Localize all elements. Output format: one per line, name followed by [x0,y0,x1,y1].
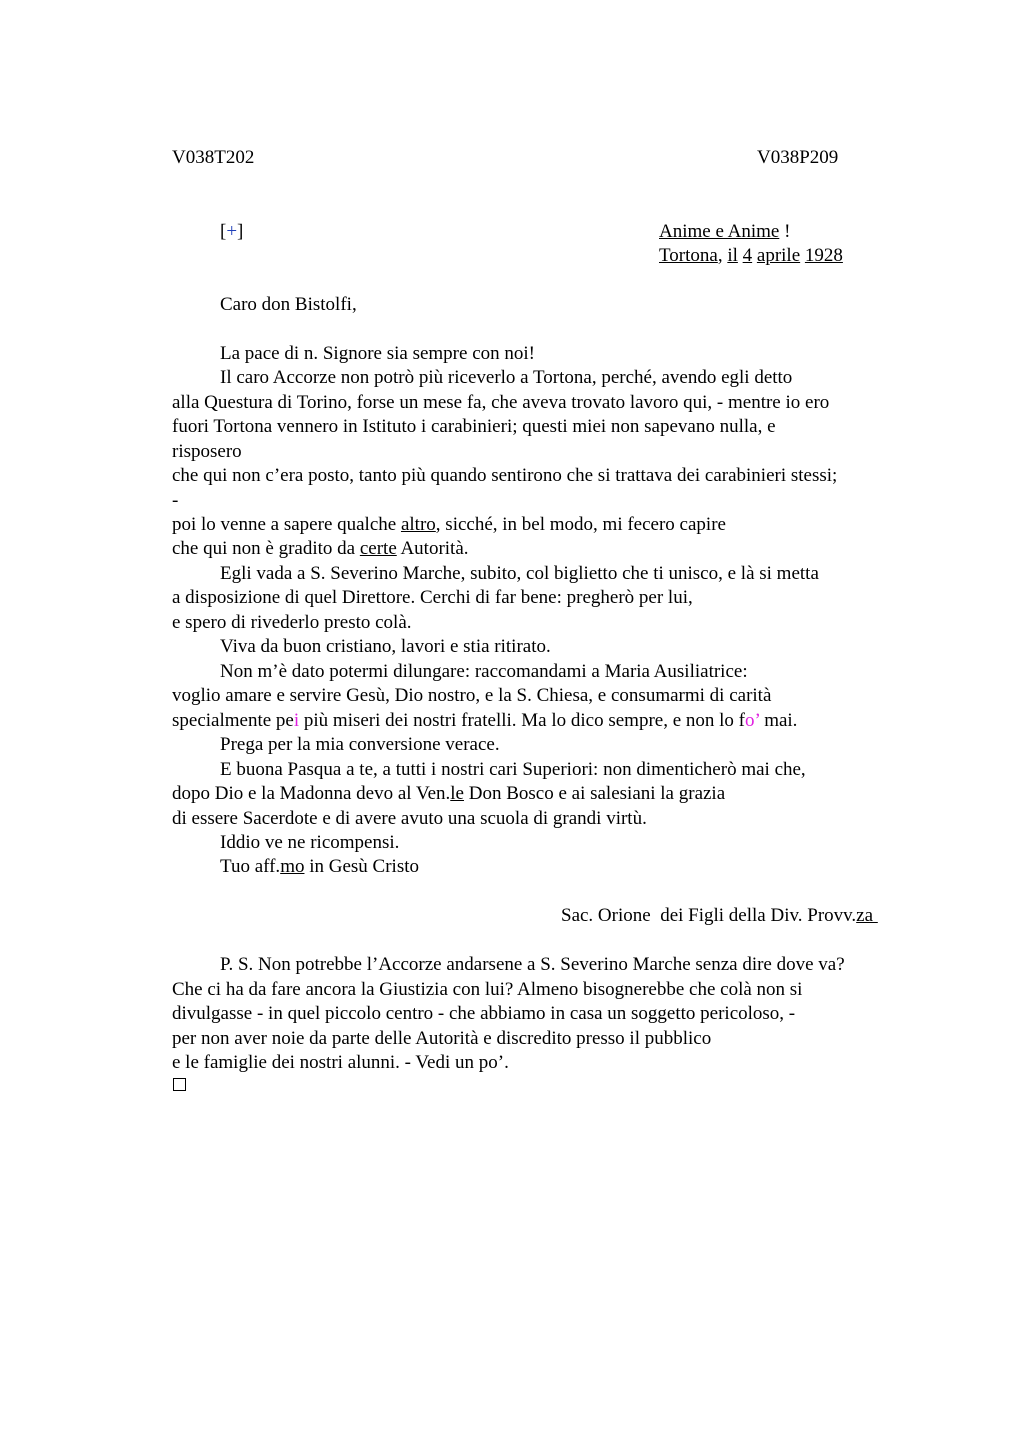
highlighted-correction: i [293,710,300,731]
body-line: Il caro Accorze non potrò più riceverlo a Tortona, perché, avendo egli detto [220,367,793,388]
date-month: aprile [756,245,801,266]
body-line: Iddio ve ne ricompensi. [220,832,400,853]
body-text: specialmente pe [172,710,294,731]
postscript-line: per non aver noie da parte delle Autorità e discredito presso il pubblico [172,1028,712,1049]
body-line [172,709,797,733]
cross-marker [220,220,243,244]
body-line: Egli vada a S. Severino Marche, subito, col biglietto che ti unisco, e là si metta [220,563,819,584]
salutation: Caro don Bistolfi, [220,294,357,315]
body-text: dopo Dio e la Madonna devo al Ven. [172,783,451,804]
body-line [172,782,725,806]
end-marker-box-icon [173,1078,186,1091]
body-text: più miseri dei nostri fratelli. Ma lo dico sempre, e non lo f [299,710,746,731]
body-line: a disposizione di quel Direttore. Cerchi di far bene: pregherò per lui, [172,587,693,608]
body-text: Autorità. [396,538,469,559]
body-text: Don Bosco e ai salesiani la grazia [463,783,726,804]
date-comma: , [717,245,728,266]
body-text: poi lo venne a sapere qualche [172,514,401,535]
underlined-word: altro [400,514,436,535]
letter-title-exclaim: ! [779,221,791,242]
cross-bracket-close: ] [237,221,244,242]
date-day: 4 [742,245,753,266]
letter-date [659,244,843,268]
body-line: La pace di n. Signore sia sempre con noi! [220,343,535,364]
body-text: mai. [759,710,798,731]
body-line: Viva da buon cristiano, lavori e stia ritirato. [220,636,551,657]
signature-text: Sac. Orione dei Figli della Div. Provv. [561,905,857,926]
document-code-left: V038T202 [172,147,255,168]
body-text: in Gesù Cristo [304,856,419,877]
highlighted-correction: o’ [745,710,760,731]
body-line: fuori Tortona vennero in Istituto i carabinieri; questi miei non sapevano nulla, e [172,416,776,437]
body-text: , sicché, in bel modo, mi fecero capire [435,514,726,535]
postscript-line: divulgasse - in quel piccolo centro - che abbiamo in casa un soggetto pericoloso, - [172,1003,796,1024]
body-line: di essere Sacerdote e di avere avuto una scuola di grandi virtù. [172,808,647,829]
postscript-line: P. S. Non potrebbe l’Accorze andarsene a S. Severino Marche senza dire dove va? [220,954,845,975]
closing-line [220,855,419,879]
underlined-word: le [450,783,464,804]
body-line: voglio amare e servire Gesù, Dio nostro, e la S. Chiesa, e consumarmi di carità [172,685,772,706]
cross-bracket-open: [ [220,221,227,242]
body-line: - [172,490,179,511]
body-line: risposero [172,441,242,462]
cross-icon: + [226,221,238,242]
body-line: Prega per la mia conversione verace. [220,734,500,755]
body-text: Tuo aff. [220,856,281,877]
signature-suffix: za [856,905,878,926]
body-line [172,537,469,561]
signature [561,904,878,928]
body-line: e spero di rivederlo presto colà. [172,612,412,633]
body-text: che qui non è gradito da [172,538,360,559]
underlined-word: certe [359,538,397,559]
postscript-line: e le famiglie dei nostri alunni. - Vedi un po’. [172,1052,509,1073]
underlined-word: mo [280,856,305,877]
body-line: che qui non c’era posto, tanto più quando sentirono che si trattava dei carabinieri stessi; [172,465,838,486]
letter-title [659,220,790,244]
date-il: il [727,245,738,266]
document-code-right: V038P209 [757,147,839,168]
postscript-line: Che ci ha da fare ancora la Giustizia con lui? Almeno bisognerebbe che colà non si [172,979,803,1000]
date-place: Tortona [659,245,718,266]
body-line [172,513,726,537]
body-line: alla Questura di Torino, forse un mese fa, che aveva trovato lavoro qui, - mentre io ero [172,392,830,413]
letter-title-text: Anime e Anime [659,221,780,242]
body-line: Non m’è dato potermi dilungare: raccomandami a Maria Ausiliatrice: [220,661,748,682]
body-line: E buona Pasqua a te, a tutti i nostri cari Superiori: non dimenticherò mai che, [220,759,806,780]
date-year: 1928 [804,245,843,266]
